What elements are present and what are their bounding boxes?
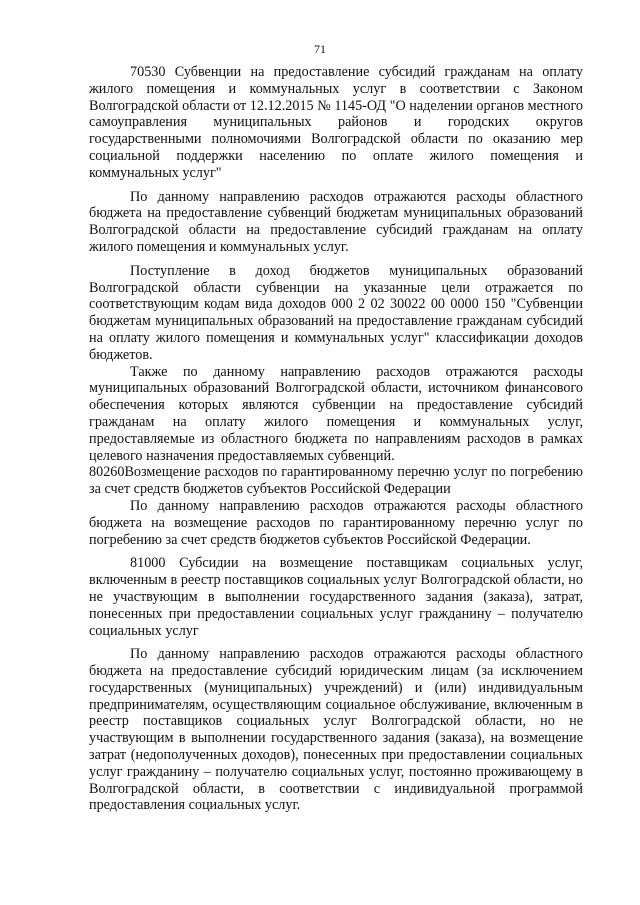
paragraph-70530-municipal: Также по данному направлению расходов отражаются расходы муниципальных образований Волгоградской области, источником финансового обеспечения которых являются субвенции на предоставление субсидий гражданам на оплату жилого помещения и коммунальных услуг, предоставляемые из областного бюджета по направлениям расходов в рамках целевого назначения предоставляемых субвенций.	[89, 363, 583, 464]
paragraph-70530-heading: 70530 Субвенции на предоставление субсидий гражданам на оплату жилого помещения и коммунальных услуг в соответствии с Законом Волгоградской области от 12.12.2015 № 1145-ОД "О наделении органов местного самоуправления муниципальных районов и городских округов государственными полномочиями Волгоградской области по оказанию мер социальной поддержки населению по оплате жилого помещения и коммунальных услуг"	[89, 64, 583, 181]
document-body	[89, 64, 583, 814]
paragraph-80260-heading: 80260Возмещение расходов по гарантированному перечню услуг по погребению за счет средств бюджетов субъектов Российской Федерации	[89, 464, 583, 498]
paragraph-70530-income: Поступление в доход бюджетов муниципальных образований Волгоградской области субвенции на указанные цели отражается по соответствующим кодам вида доходов 000 2 02 30022 00 0000 150 "Субвенции бюджетам муниципальных образований на предоставление гражданам субсидий на оплату жилого помещения и коммунальных услуг" классификации доходов бюджетов.	[89, 262, 583, 363]
paragraph-80260-description: По данному направлению расходов отражаются расходы областного бюджета на возмещение расходов по гарантированному перечню услуг по погребению за счет средств бюджетов субъектов Российской Федерации.	[89, 497, 583, 548]
paragraph-81000-description: По данному направлению расходов отражаются расходы областного бюджета на предоставление субсидий юридическим лицам (за исключением государственных (муниципальных) учреждений) и (или) индивидуальным предпринимателям, осуществляющим социальное обслуживание, включенным в реестр поставщиков социальных услуг Волгоградской области, но не участвующим в выполнении государственного задания (заказа), на возмещение затрат (недополученных доходов), понесенных при предоставлении социальных услуг гражданину – получателю социальных услуг, постоянно проживающему в Волгоградской области, в соответствии с индивидуальной программой предоставления социальных услуг.	[89, 646, 583, 814]
paragraph-81000-heading: 81000 Субсидии на возмещение поставщикам социальных услуг, включенным в реестр поставщиков социальных услуг Волгоградской области, но не участвующим в выполнении государственного задания (заказа), затрат, понесенных при предоставлении социальных услуг гражданину – получателю социальных услуг	[89, 555, 583, 639]
paragraph-70530-description: По данному направлению расходов отражаются расходы областного бюджета на предоставление субвенций бюджетам муниципальных образований Волгоградской области на предоставление субсидий гражданам на оплату жилого помещения и коммунальных услуг.	[89, 188, 583, 255]
page-number: 71	[314, 42, 326, 56]
